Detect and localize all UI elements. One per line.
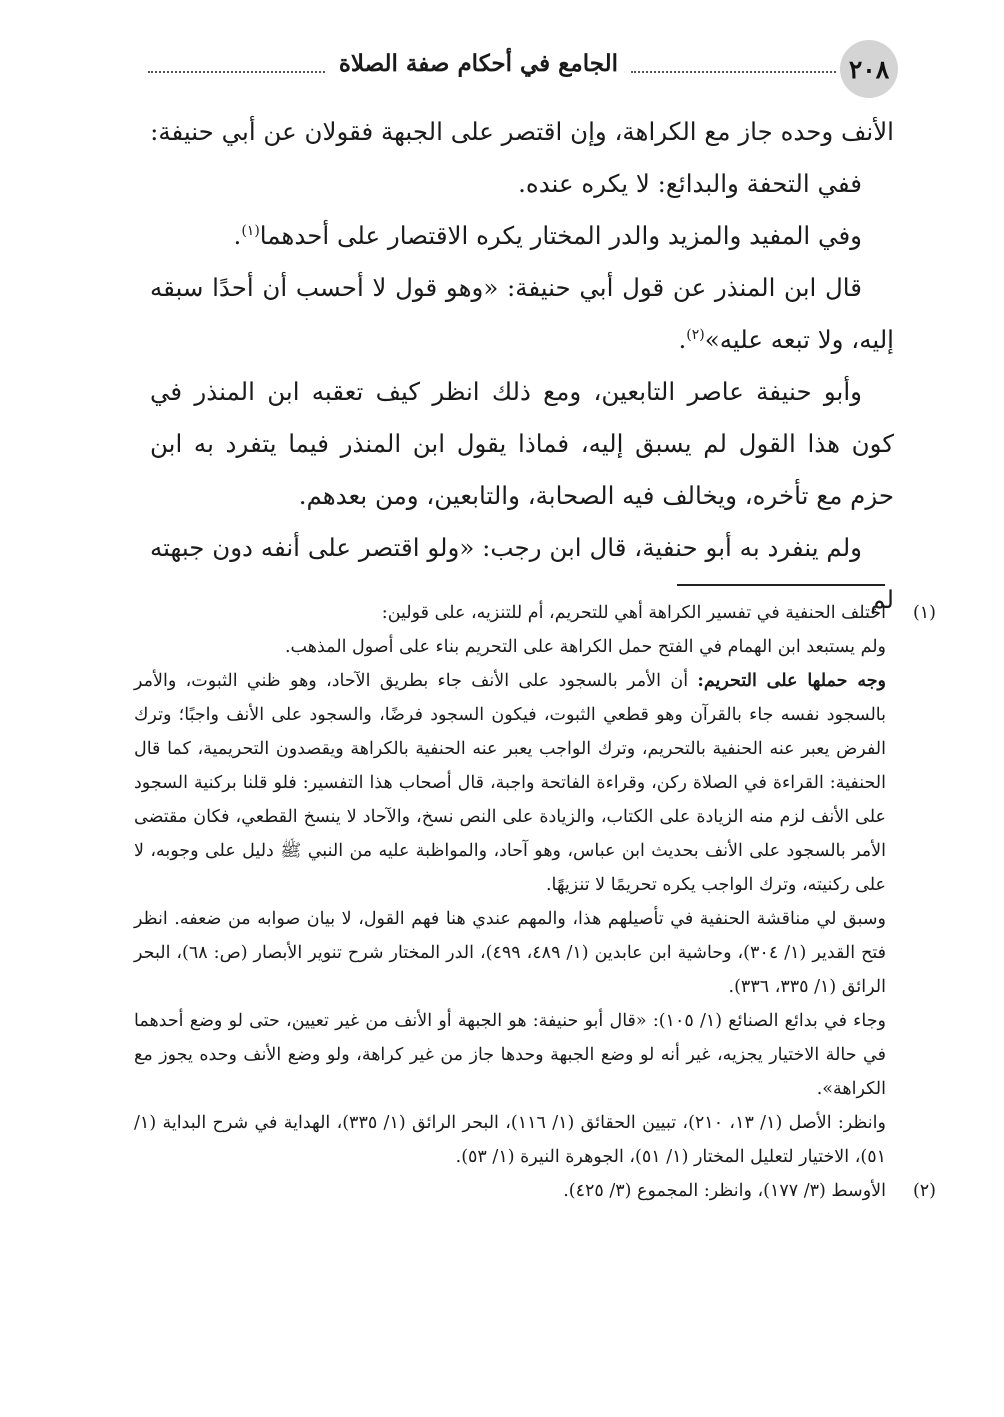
footnote-1-line-6: وانظر: الأصل (١/ ١٣، ٢١٠)، تبيين الحقائق (١/ ١١٦)، البحر الرائق (١/ ٣٣٥)، الهداية في شرح البداية (١/ ٥١)، الاختيار لتعليل المختار (١/ ٥١)، الجوهرة النيرة (١/ ٥٣). <box>134 1113 886 1167</box>
paragraph-4: قال ابن المنذر عن قول أبي حنيفة: «وهو قول لا أحسب أن أحدًا سبقه إليه، ولا تبعه عليه»$^{(٢)}$. <box>150 273 894 354</box>
page-number-badge <box>840 40 898 98</box>
footnote-2 <box>134 1174 936 1208</box>
footnote-1-line-3 <box>134 664 886 902</box>
footnote-2-text: الأوسط (٣/ ١٧٧)، وانظر: المجموع (٣/ ٤٢٥). <box>563 1181 886 1201</box>
footnote-1-line-2: ولم يستبعد ابن الهمام في الفتح حمل الكراهة على التحريم بناء على أصول المذهب. <box>284 637 886 657</box>
main-text <box>150 106 894 626</box>
paragraph-5 <box>150 366 894 522</box>
footnote-ref-1[interactable]: (١) <box>241 223 260 239</box>
footnote-separator <box>677 584 885 586</box>
paragraph-2-text: ففي التحفة والبدائع: لا يكره عنده. <box>518 169 862 198</box>
paragraph-5-text: وأبو حنيفة عاصر التابعين، ومع ذلك انظر كيف تعقبه ابن المنذر في كون هذا القول لم يسبق إليه، فماذا يقول ابن المنذر فيما يتفرد به ابن حزم مع تأخره، ويخالف فيه الصحابة، والتابعين، ومن بعدهم. <box>150 377 894 510</box>
paragraph-1-text: الأنف وحده جاز مع الكراهة، وإن اقتصر على الجبهة فقولان عن أبي حنيفة: <box>150 117 894 146</box>
footnote-1-line-5: وجاء في بدائع الصنائع (١/ ١٠٥): «قال أبو حنيفة: هو الجبهة أو الأنف من غير تعيين، حتى لو وضع أحدهما في حالة الاختيار يجزيه، غير أنه لو وضع الجبهة وحدها جاز من غير كراهة، ولو وضع الأنف وحده يجوز مع الكراهة». <box>134 1011 886 1099</box>
footnotes <box>134 596 936 1208</box>
book-title: الجامع في أحكام صفة الصلاة <box>329 50 628 77</box>
paragraph-3: وفي المفيد والمزيد والدر المختار يكره الاقتصار على أحدهما$^{(١)}$. <box>233 221 862 250</box>
footnote-1 <box>134 596 936 1174</box>
paragraph-3-text: وفي المفيد والمزيد والدر المختار يكره الاقتصار على أحدهما <box>259 221 862 250</box>
page-number: ٢٠٨ <box>848 54 890 84</box>
paragraph-6-text: ولم ينفرد به أبو حنفية، قال ابن رجب: «ولو اقتصر على أنفه دون جبهته لم <box>150 533 894 614</box>
paragraph-1 <box>150 106 894 158</box>
footnote-ref-2[interactable]: (٢) <box>686 327 705 343</box>
footnote-2-number: (٢) <box>912 1181 936 1201</box>
footnote-1-line-4: وسبق لي مناقشة الحنفية في تأصيلهم هذا، والمهم عندي هنا فهم القول، لا بيان صوابه من ضعفه. انظر فتح القدير (١/ ٣٠٤)، وحاشية ابن عابدين (١/ ٤٨٩، ٤٩٩)، الدر المختار شرح تنوير الأبصار (ص: ٦٨)، البحر الرائق (١/ ٣٣٥، ٣٣٦). <box>134 909 887 997</box>
paragraph-2 <box>150 158 894 210</box>
paragraph-4-text: قال ابن المنذر عن قول أبي حنيفة: «وهو قول لا أحسب أن أحدًا سبقه إليه، ولا تبعه عليه» <box>150 273 894 354</box>
header-dotted-rule-left <box>148 71 325 73</box>
footnote-1-line-1: اختلف الحنفية في تفسير الكراهة أهي للتحريم، أم للتنزيه، على قولين: <box>381 603 886 623</box>
header-dotted-rule-right <box>631 71 836 73</box>
footnote-1-bold-heading: وجه حملها على التحريم: <box>697 671 886 691</box>
running-header <box>108 40 898 104</box>
footnote-1-number: (١) <box>912 603 936 623</box>
footnote-1-line-3-text: أن الأمر بالسجود على الأنف جاء بطريق الآحاد، وهو ظني الثبوت، والأمر بالسجود نفسه جاء بالقرآن وهو قطعي الثبوت، فيكون السجود فرضًا، والسجود على الأنف واجبًا؛ وترك الفرض يعبر عنه الحنفية بالتحريم، وترك الواجب يعبر عنه الحنفية بالكراهة ويقصدون التحريمية، كما قال الحنفية: القراءة في الصلاة ركن، وقراءة الفاتحة واجبة، قال أصحاب هذا التفسير: فلو قلنا بركنية السجود على الأنف لزم منه الزيادة على الكتاب، والزيادة على النص نسخ، والآحاد لا ينسخ القطعي، فكان مقتضى الأمر بالسجود على الأنف بحديث ابن عباس، وهو آحاد، والمواظبة عليه من النبي ﷺ دليل على وجوبه، لا على ركنيته، وترك الواجب يكره تحريمًا لا تنزيهًا. <box>134 671 886 895</box>
